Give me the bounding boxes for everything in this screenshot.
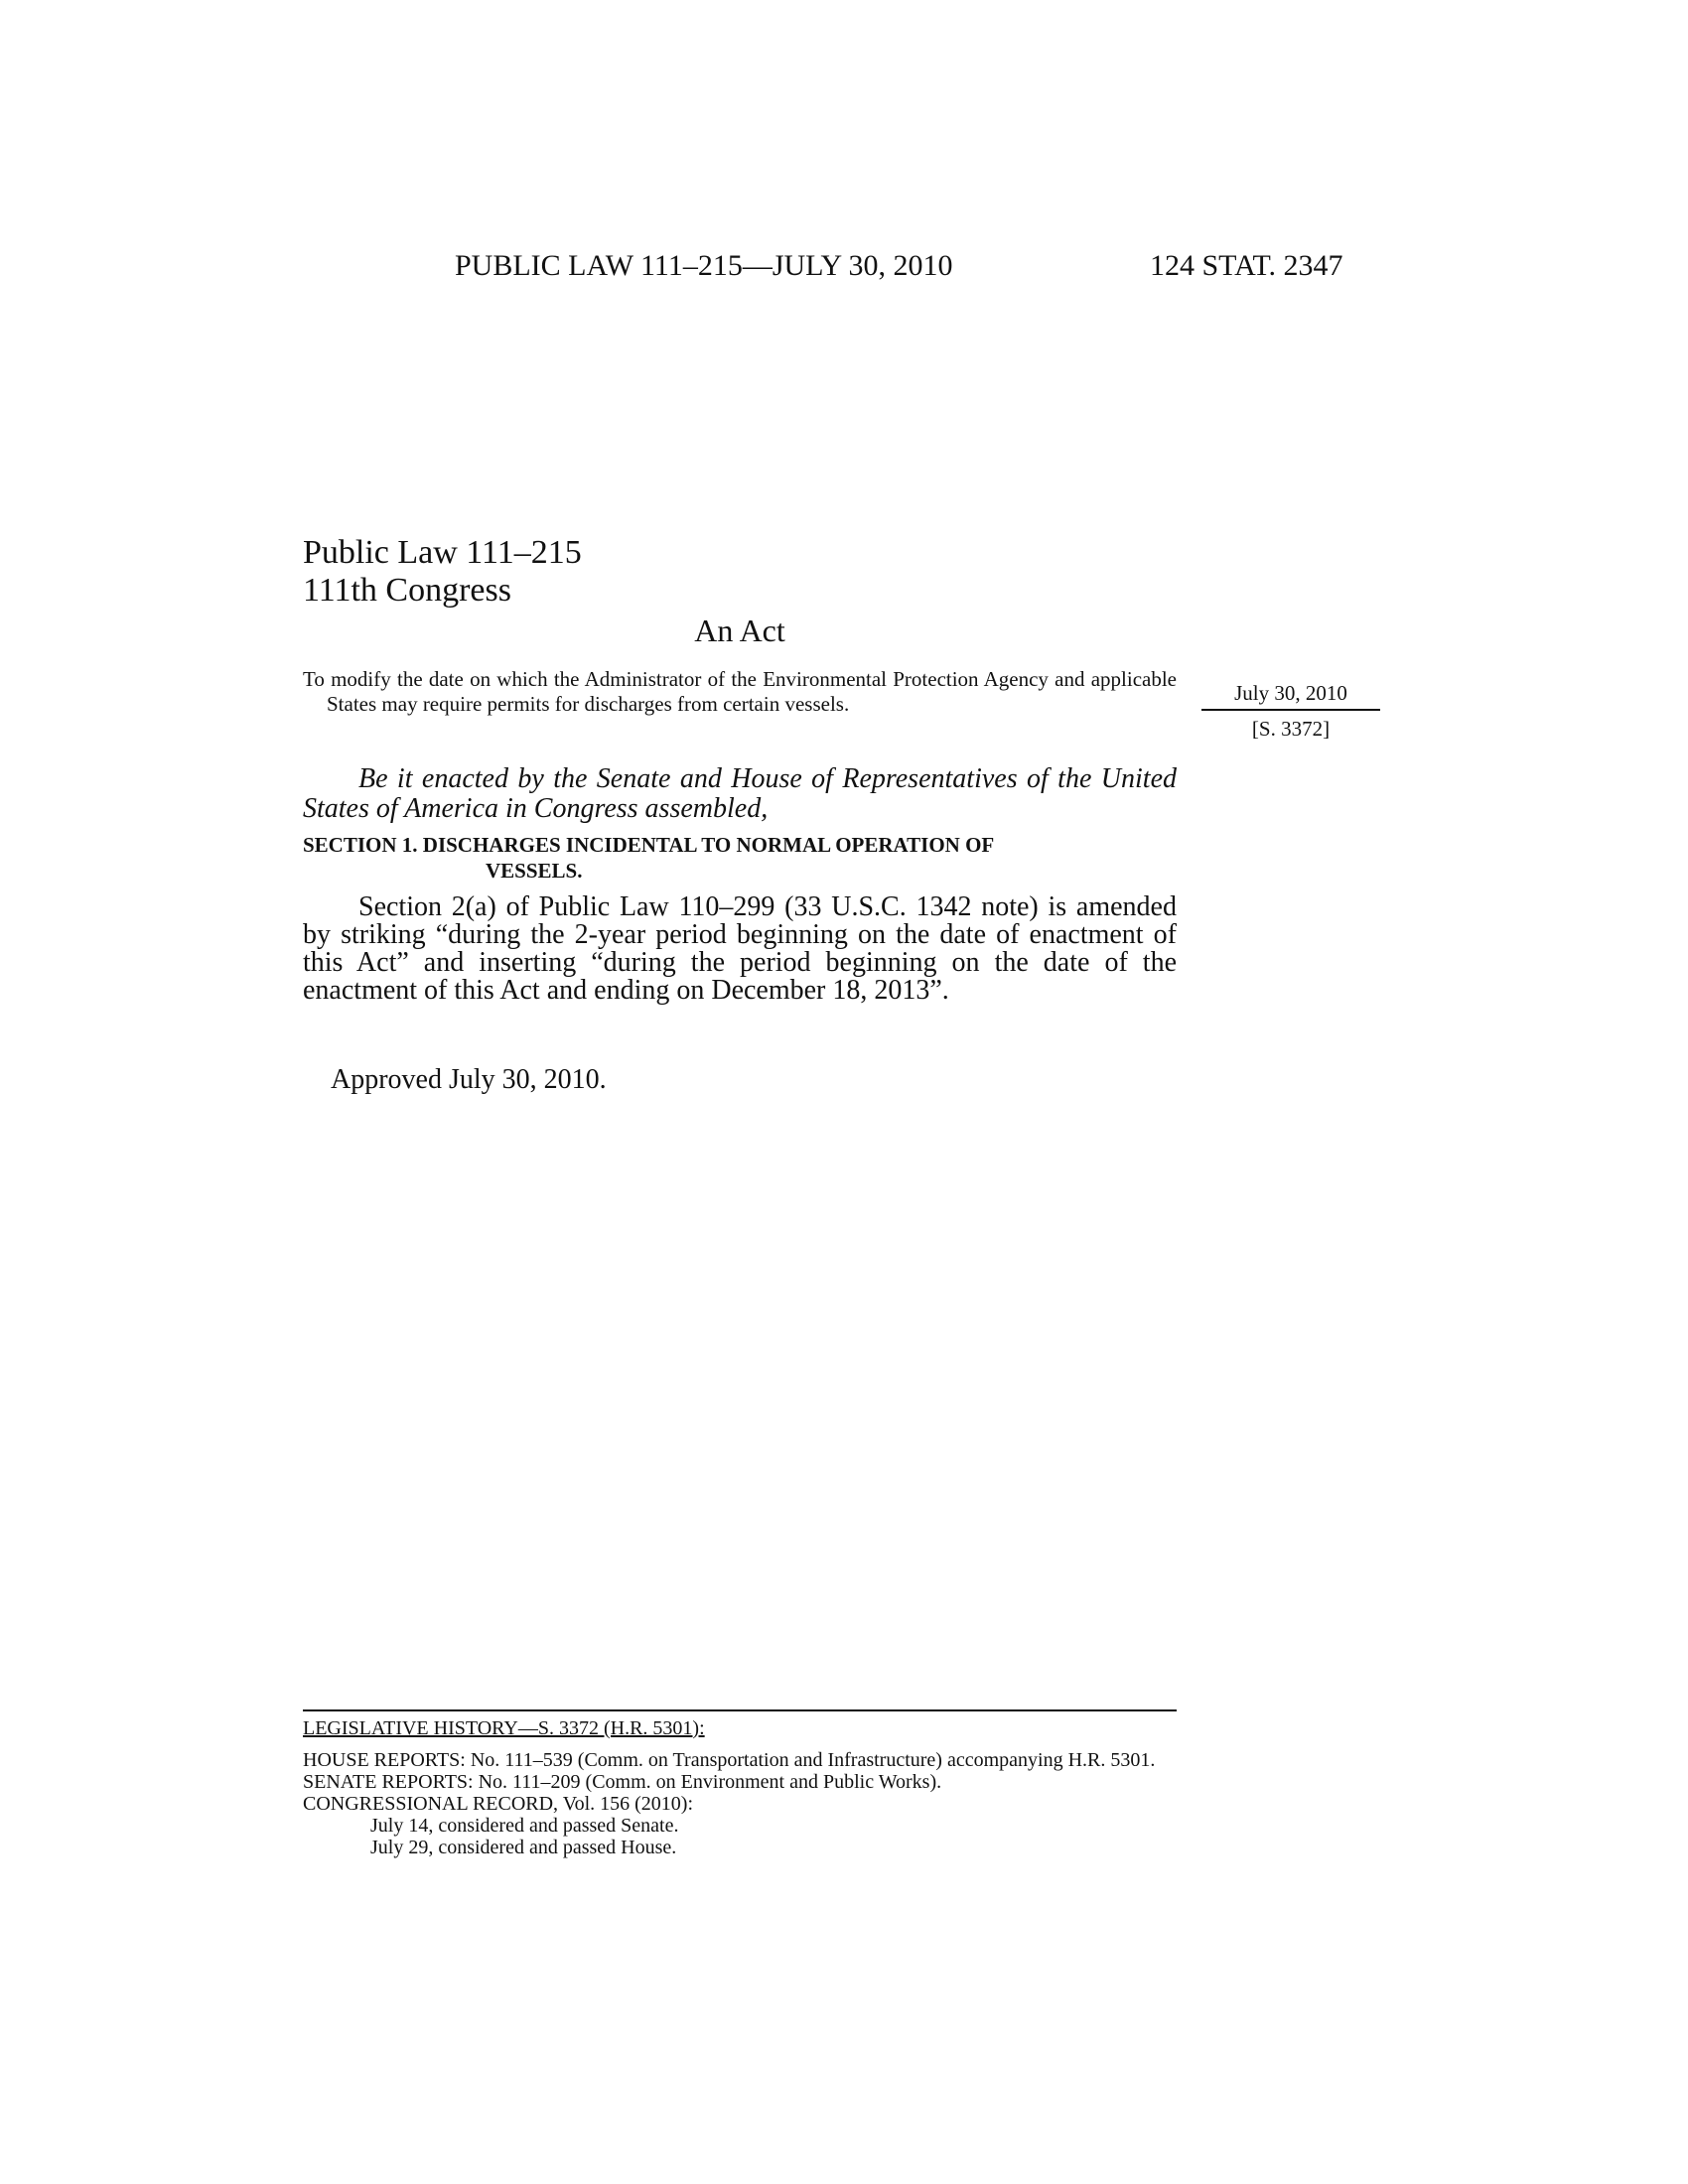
approval-line: Approved July 30, 2010. [331,1064,607,1095]
legislative-history [303,1709,1177,1858]
senate-reports-entry: SENATE REPORTS: No. 111–209 (Comm. on Environment and Public Works). [303,1771,942,1793]
public-law-number: Public Law 111–215 [303,534,582,571]
margin-note [1201,681,1380,741]
legislative-history-header: LEGISLATIVE HISTORY—S. 3372 (H.R. 5301): [303,1717,705,1739]
running-head-title: PUBLIC LAW 111–215—JULY 30, 2010 [455,249,953,282]
house-reports-entry: HOUSE REPORTS: No. 111–539 (Comm. on Transportation and Infrastructure) accompanying H.R. 5301. [303,1749,1156,1771]
congressional-record-entry: CONGRESSIONAL RECORD, Vol. 156 (2010): [303,1793,693,1815]
record-entry: July 14, considered and passed Senate. [370,1815,679,1837]
purpose-statement: To modify the date on which the Administrator of the Environmental Protection Agency and applicable States may require permits for discharges from certain vessels. [303,667,1177,716]
law-heading [303,534,582,610]
record-entry: July 29, considered and passed House. [370,1837,677,1858]
section-body: Section 2(a) of Public Law 110–299 (33 U.S.C. 1342 note) is amended by striking “during the 2-year period beginning on the date of enactment of this Act” and inserting “during the period beginning on the date of the enactment of this Act and ending on December 18, 2013”. [303,891,1177,1006]
enacting-clause: Be it enacted by the Senate and House of Representatives of the United States of America in Congress assembled, [303,763,1177,824]
statute-page-number: 124 STAT. 2347 [1150,249,1343,282]
section-heading-line-1: SECTION 1. DISCHARGES INCIDENTAL TO NORMAL OPERATION OF [303,833,995,857]
section-heading-line-2: VESSELS. [486,859,583,883]
margin-note-bill-number: [S. 3372] [1251,717,1331,741]
congress-number: 111th Congress [303,572,511,609]
section-heading [303,832,1177,884]
margin-note-date: July 30, 2010 [1201,681,1380,711]
act-title: An Act [694,613,785,648]
